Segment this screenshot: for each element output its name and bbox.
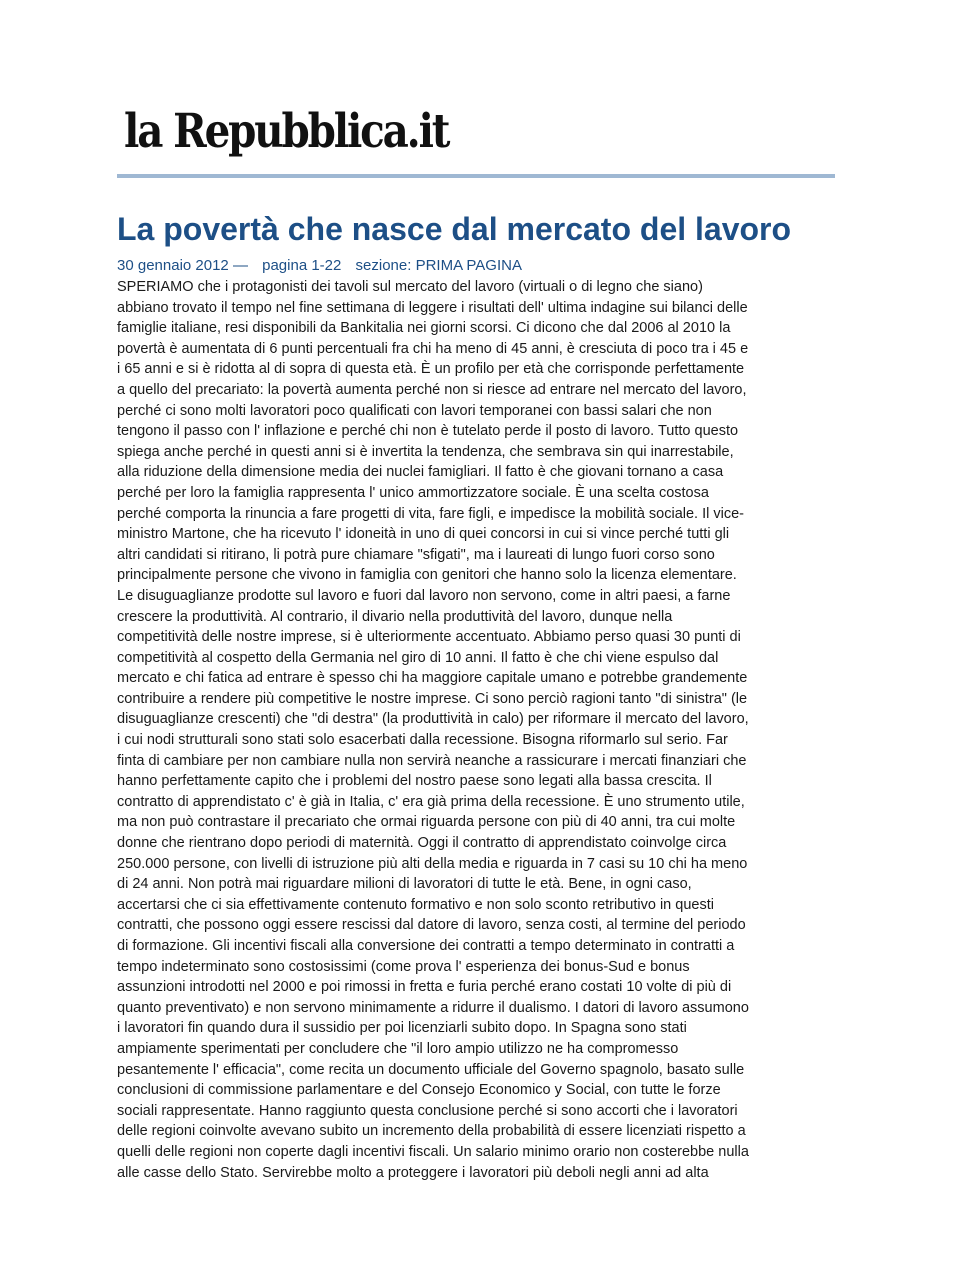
masthead-rule (117, 174, 835, 178)
article-body-line: disuguaglianze crescenti) che "di destra" (la produttività in calo) per riformare il mercato del lavoro, (117, 711, 749, 728)
article-body-line: hanno perfettamente capito che i problemi del nostro paese sono legati alla bassa crescita. Il (117, 773, 712, 790)
article-body-line: competitività al cospetto della Germania nel giro di 10 anni. Il fatto è che chi viene espulso dal (117, 649, 719, 666)
article-body-line: conclusioni di commissione parlamentare e del Consejo Economico y Social, con tutte le forze (117, 1082, 721, 1099)
article-body-line: sociali rappresentate. Hanno raggiunto questa conclusione perché si sono accorti che i lavoratori (117, 1102, 738, 1119)
article-body-line: famiglie italiane, resi disponibili da Bankitalia nei giorni scorsi. Ci dicono che dal 2006 al 2010 la (117, 320, 731, 337)
article-body-line: contratto di apprendistato c' è già in Italia, c' era già prima della recessione. È uno strumento utile, (117, 793, 745, 810)
article-body-line: ma non può contrastare il precariato che ormai riguarda persone con più di 40 anni, tra cui molte (117, 814, 736, 831)
article-body-line: delle regioni coinvolte avevano subito un incremento della probabilità di essere licenziati rispetto a (117, 1123, 746, 1140)
article-body-line: assunzioni introdotti nel 2000 e poi rimossi in fretta e furia perché erano costati 10 volte di più di (117, 979, 732, 996)
article-body-line: Le disuguaglianze prodotte sul lavoro e fuori dal lavoro non servono, come in altri paesi, a farne (117, 587, 731, 604)
article-body-line: di 24 anni. Non potrà mai riguardare milioni di lavoratori di tutte le età. Bene, in ogni caso, (117, 876, 692, 893)
article-body-line: ministro Martone, che ha ricevuto l' idoneità in uno di quei concorsi in cui si vince perché tutti gli (117, 526, 730, 543)
article-body-line: alla riduzione della dimensione media dei nuclei famigliari. Il fatto è che giovani tornano a casa (117, 464, 724, 481)
article-body-line: quanto preventivato) e non servono minimamente a ridurre il dualismo. I datori di lavoro assumono (117, 999, 749, 1016)
article-body-line: tengono il passo con l' inflazione e perché chi non è tutelato perde il posto di lavoro. Tutto questo (117, 423, 739, 440)
article-body-line: contribuire a rendere più competitive le nostre imprese. Ci sono perciò ragioni tanto "di sinistra" (le (117, 690, 748, 707)
masthead-logo: la Repubblica.it (124, 104, 449, 159)
article-body-line: perché ci sono molti lavoratori poco qualificati con lavori temporanei con bassi salari che non (117, 402, 712, 419)
article-body-line: accertarsi che ci sia effettivamente contenuto formativo e non solo sconto retributivo in questi (117, 896, 714, 913)
article-page-number: pagina 1-22 (262, 257, 342, 274)
article-body-line: pesantemente l' efficacia", come recita un documento ufficiale del Governo spagnolo, basato sulle (117, 1061, 745, 1078)
article-body-line: i 65 anni e si è ridotta al di sopra di questa età. È un profilo per età che corrisponde perfettamente (117, 361, 745, 378)
article-body-line: perché comporta la rinuncia a fare progetti di vita, fare figli, e impedisce la mobilità sociale. Il vice- (117, 505, 745, 522)
article-body-line: alle casse dello Stato. Servirebbe molto a proteggere i lavoratori più deboli negli anni ad alta (117, 1164, 709, 1181)
article-body-line: i cui nodi strutturali sono stati solo esacerbati dalla recessione. Bisogna riformarlo sul serio. Far (117, 732, 728, 749)
article-body-line: 250.000 persone, con livelli di istruzione più alti della media e riguarda in 7 casi su 10 chi ha meno (117, 855, 748, 872)
article-title: La povertà che nasce dal mercato del lavoro (117, 211, 792, 247)
article-body-line: perché per loro la famiglia rappresenta l' unico ammortizzatore sociale. È una scelta costosa (117, 484, 709, 501)
article-body-line: di formazione. Gli incentivi fiscali alla conversione dei contratti a tempo determinato in contratti a (117, 938, 735, 954)
article-body-line: contratti, che possono oggi essere rescissi dal datore di lavoro, senza costi, al termine del periodo (117, 917, 746, 934)
article-body-line: tempo indeterminato sono costosissimi (come prova l' esperienza dei bonus-Sud e bonus (117, 958, 690, 975)
article-body (117, 277, 835, 1183)
article-body-line: quelli delle regioni non coperte dagli incentivi fiscali. Un salario minimo orario non costerebbe nulla (117, 1143, 749, 1160)
article-section: sezione: PRIMA PAGINA (355, 257, 522, 274)
article-body-line: mercato e chi fatica ad entrare è spesso chi ha maggiore capitale umano e potrebbe grandemente (117, 670, 748, 687)
article-meta (117, 256, 532, 276)
article-date: 30 gennaio 2012 — (117, 257, 248, 274)
article-body-line: competitività delle nostre imprese, si è ulteriormente accentuato. Abbiamo perso quasi 30 punti di (117, 629, 741, 646)
article-body-line: ampiamente sperimentati per concludere che "il loro ampio utilizzo ne ha compromesso (117, 1040, 679, 1057)
article-body-line: crescere la produttività. Al contrario, il divario nella produttività del lavoro, dunque nella (117, 608, 673, 625)
article-body-line: i lavoratori fin quando dura il sussidio per poi licenziarli subito dopo. In Spagna sono stati (117, 1020, 687, 1037)
article-body-line: spiega anche perché in questi anni si è invertita la tendenza, che sembrava sin qui inarrestabile, (117, 443, 734, 460)
article-body-line: a quello del precariato: la povertà aumenta perché non si riesce ad entrare nel mercato del lavoro, (117, 381, 747, 398)
article-body-line: principalmente persone che vivono in famiglia con genitori che hanno solo la licenza elementare. (117, 567, 737, 584)
article-body-line: donne che rientrano dopo periodi di maternità. Oggi il contratto di apprendistato coinvolge circa (117, 835, 727, 852)
article-body-line: SPERIAMO che i protagonisti dei tavoli sul mercato del lavoro (virtuali o di legno che siano) (117, 279, 703, 295)
article-body-line: altri candidati si ritirano, li potrà pure chiamare "sfigati", ma i laureati di lungo fuori corso sono (117, 546, 715, 563)
article-body-line: abbiano trovato il tempo nel fine settimana di leggere i risultati dell' ultima indagine sui bilanci delle (117, 299, 748, 316)
article-body-line: povertà è aumentata di 6 punti percentuali fra chi ha meno di 45 anni, è cresciuta di poco tra i 45 e (117, 340, 749, 357)
article-body-line: finta di cambiare per non cambiare nulla non servirà neanche a rassicurare i mercati finanziari che (117, 752, 747, 769)
